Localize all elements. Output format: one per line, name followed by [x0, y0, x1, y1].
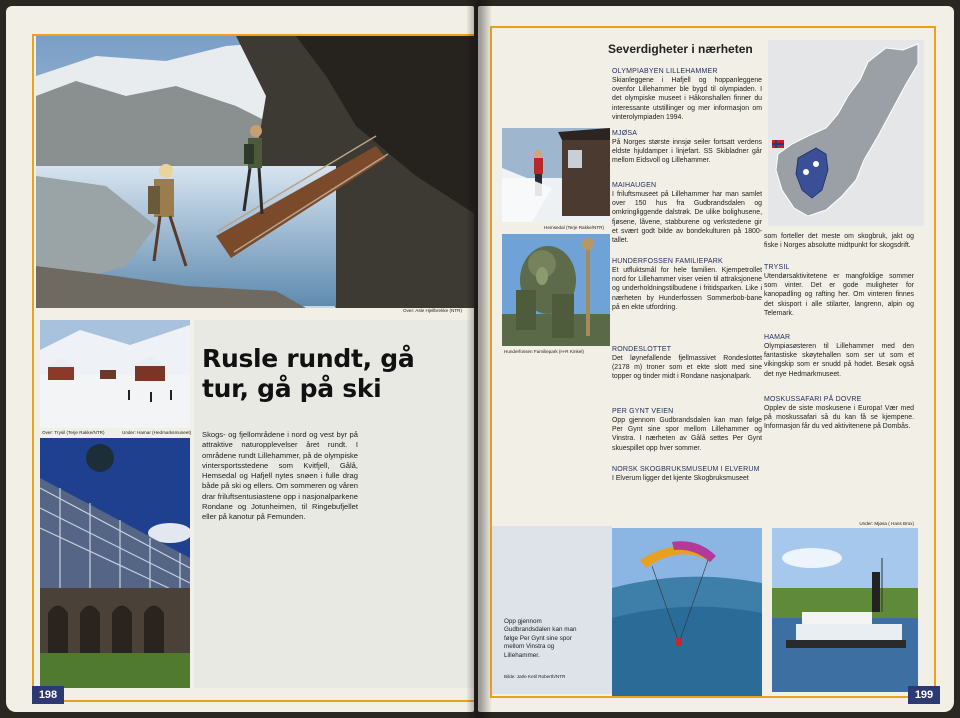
troll-statue-photo [502, 234, 610, 346]
entry-text: Skianleggene i Hafjell og hoppanleggene ovenfor Lillehammer ble bygd til olympiaden. I det olympiske museet i Håkonshallen finner du interessante utstillinger og mer informasjon om vinterolympiaden 1994. [612, 77, 762, 121]
entry-hunderfossen [612, 258, 762, 312]
entry-text: Olympiasøsteren til Lillehammer med den fantastiske skøytehallen som ser ut som et vikingskip som er snudd på hodet. Besøk også det nye Hedmarkmuseet. [764, 343, 914, 378]
hemsedal-ski-photo [502, 128, 610, 222]
entry-trysil [764, 264, 914, 318]
entry-text: Et utfluktsmål for hele familien. Kjempetrollet nord for Lillehammer viser veien til attraksjonene og underholdningstilbudene i fritidsparken. Like i nærheten by Hunderfossen Sommerbob-bane på en ekte utfordring. [612, 267, 762, 311]
caption-trysil: Over: Trysil (Terje Rakke/NTR) [42, 430, 105, 435]
entry-text: Opp gjennom Gudbrandsdalen kan man følge Per Gynt sine spor mellom Lillehammer og Vinstra. I nærheten av Gålå settes Per Gynt skuespillet opp hver sommer. [612, 417, 762, 452]
entry-text: Opplev de siste moskusene i Europa! Vær med på moskussafari så du kan få se kjempene. Informasjon får du ved aktivitenene på Dombås. [764, 405, 914, 431]
entry-title: MAIHAUGEN [612, 182, 657, 189]
entry-olympiabyen [612, 68, 762, 122]
entry-title: HUNDERFOSSEN FAMILIEPARK [612, 258, 723, 265]
entry-text: I friluftsmuseet på Lillehammer har man samlet over 150 hus fra Gudbrandsdalen og omkringliggende dalstrøk. De ulike bolighusene, fjøsene, låvene, stabburene og verkstedene gir et svært godt bilde av bondekulturen på 1800-tallet. [612, 191, 762, 245]
gynt-caption: Opp gjennom Gudbrandsdalen kan man følge Per Gynt sine spor mellom Vinstra og Lillehammer. [504, 618, 577, 659]
entry-skogbruk-continued [764, 232, 914, 250]
entry-title: RONDESLOTTET [612, 346, 672, 353]
hiker-bridge-photo [36, 36, 474, 308]
entry-skogbruksmuseum [612, 466, 762, 483]
entry-per-gynt [612, 408, 762, 453]
headline: Rusle rundt, gå tur, gå på ski [202, 344, 415, 403]
right-page [478, 6, 954, 712]
paraglider-photo [612, 528, 762, 696]
entry-hamar [764, 334, 914, 379]
entry-text: I Elverum ligger det kjente Skogbruksmuseet [612, 475, 749, 482]
entry-mjosa [612, 130, 762, 166]
entry-maihaugen [612, 182, 762, 245]
caption-troll: Hunderfossen Familiepark (H-R Kinkel) [504, 349, 584, 354]
photo-caption-top: Over: Asle Hjellbrekke (NTR) [403, 308, 462, 313]
intro-paragraph: Skogs- og fjellområdene i nord og vest byr på attraktive naturopplevelser året rundt. I områdene rundt Lillehammer, på de olympiske vintersportsstedene som Kvitfjell, Gålå, Hemsedal og Hafjell nytes snøen i fulle drag både på ski og ellers. Om sommeren og våren drar friluftsentusiastene opp i nasjonalparkene Rondane og Jotunheimen, til Ringebufjellet eller på kanotur på Femunden. [202, 430, 358, 522]
entry-title: PER GYNT VEIEN [612, 408, 674, 415]
entry-text: På Norges største innsjø seiler fortsatt verdens eldste hjuldamper i linjefart. SS Skibladner går mellom Eidsvoll og Lillehammer. [612, 139, 762, 165]
entry-title: NORSK SKOGBRUKSMUSEUM I ELVERUM [612, 466, 760, 473]
skibladner-steamer-photo [772, 528, 918, 692]
trysil-winter-photo [40, 320, 190, 428]
section-title: Severdigheter i nærheten [608, 42, 753, 56]
entry-title: OLYMPIABYEN LILLEHAMMER [612, 68, 718, 75]
hamar-glass-building-photo [40, 438, 190, 688]
entry-moskussafari [764, 396, 914, 432]
caption-hemsedal: Hemsedal (Terje Rakke/NTR) [544, 225, 604, 230]
gynt-credit: Bilde: Jarle Ketil Roberth/NTR [504, 674, 566, 679]
page-number-right: 199 [908, 686, 940, 704]
entry-rondeslottet [612, 346, 762, 382]
entry-title: TRYSIL [764, 264, 790, 271]
page-number-left: 198 [32, 686, 64, 704]
entry-text: som forteller det meste om skogbruk, jakt og fiske i Norges absolutte midtpunkt for skogsdrift. [764, 233, 914, 250]
entry-title: HAMAR [764, 334, 791, 341]
entry-title: MOSKUSSAFARI PÅ DOVRE [764, 396, 862, 403]
caption-hamar: Under: Hamar (Hedmarksmuseet) [122, 430, 192, 435]
entry-title: MJØSA [612, 130, 638, 137]
left-page [6, 6, 474, 712]
caption-mjosa: Under: Mjøsa ( Hans Brox) [859, 521, 914, 526]
entry-text: Utendørsaktivitetene er mangfoldige sommer som vinter. Det er gode muligheter for kanopadling og rafting her. Om vinteren finnes det skisport i alle stilarter, langrenn, alpin og Telemark. [764, 273, 914, 317]
entry-text: Det løynefallende fjellmassivet Rondeslottet (2178 m) troner som et ekte slott med sine topper og tinder midt i Rondane nasjonalpark. [612, 355, 762, 381]
bottom-info-panel [492, 526, 612, 694]
norway-map [768, 40, 924, 226]
